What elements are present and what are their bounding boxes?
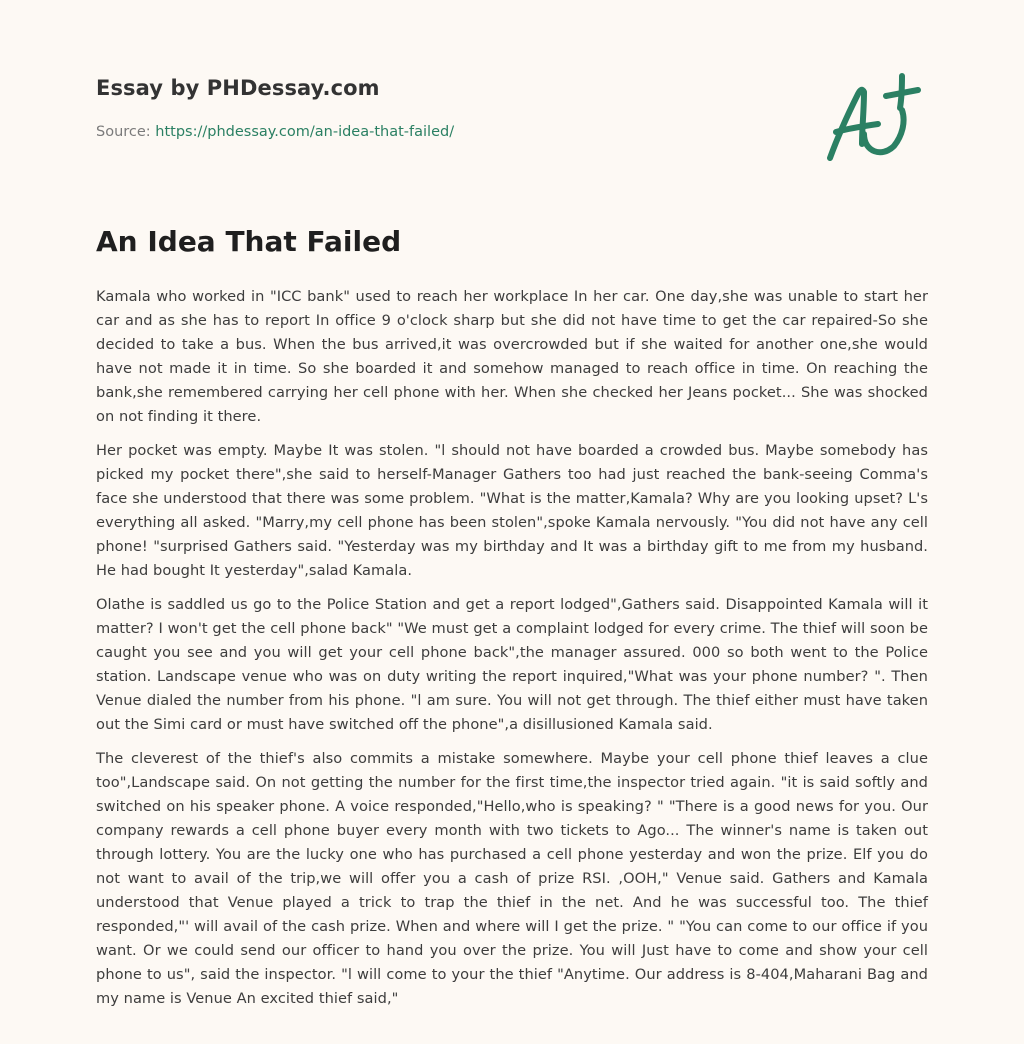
essay-paragraph: The cleverest of the thief's also commits a mistake somewhere. Maybe your cell phone thief leaves a clue too",Landscape said. On not getting the number for the first time,the inspector tried again. "it is said softly and switched on his speaker phone. A voice responded,"Hello,who is speaking? " "There is a good news for you. Our company rewards a cell phone buyer every month with two tickets to Ago... The winner's name is taken out through lottery. You are the lucky one who has purchased a cell phone yesterday and won the prize. Elf you do not want to avail of the trip,we will offer you a cash of prize RSI. ,OOH," Venue said. Gathers and Kamala understood that Venue played a trick to trap the thief in the net. And he was successful too. The thief responded,"' will avail of the cash prize. When and where will I get the prize. " "You can come to our office if you want. Or we could send our officer to hand you over the prize. You will Just have to come and show your cell phone to us", said the inspector. "l will come to your the thief "Anytime. Our address is 8-404,Maharani Bag and my name is Venue An excited thief said," xyxy=(96,750,928,1007)
essay-title: An Idea That Failed xyxy=(96,225,402,258)
essay-paragraph: Her pocket was empty. Maybe It was stolen. "l should not have boarded a crowded bus. Maybe somebody has picked my pocket there",she said to herself-Manager Gathers too had just reached the bank-seeing Comma's face she understood that there was some problem. "What is the matter,Kamala? Why are you looking upset? L's everything all asked. "Marry,my cell phone has been stolen",spoke Kamala nervously. "You did not have any cell phone! "surprised Gathers said. "Yesterday was my birthday and It was a birthday gift to me from my husband. He had bought It yesterday",salad Kamala. xyxy=(96,442,928,579)
essay-page xyxy=(96,0,928,1007)
essay-paragraph: Olathe is saddled us go to the Police Station and get a report lodged",Gathers said. Disappointed Kamala will it matter? I won't get the cell phone back" "We must get a complaint lodged for every crime. The thief will soon be caught you see and you will get your cell phone back",the manager assured. 000 so both went to the Police station. Landscape venue who was on duty writing the report inquired,"What was your phone number? ". Then Venue dialed the number from his phone. "l am sure. You will not get through. The thief either must have taken out the Simi card or must have switched off the phone",a disillusioned Kamala said. xyxy=(96,596,928,733)
source-line xyxy=(96,124,454,140)
essay-body xyxy=(96,285,928,1021)
site-title: Essay by PHDessay.com xyxy=(96,76,380,100)
source-link[interactable]: https://phdessay.com/an-idea-that-failed/ xyxy=(155,124,455,140)
source-label: Source: xyxy=(96,124,156,140)
page-header xyxy=(96,0,928,190)
essay-paragraph: Kamala who worked in "ICC bank" used to reach her workplace In her car. One day,she was unable to start her car and as she has to report In office 9 o'clock sharp but she did not have time to get the car repaired-So she decided to take a bus. When the bus arrived,it was overcrowded but if she waited for another one,she would have not made it in time. So she boarded it and somehow managed to reach office in time. On reaching the bank,she remembered carrying her cell phone with her. When she checked her Jeans pocket... She was shocked on not finding it there. xyxy=(96,288,928,425)
a-plus-grade-icon xyxy=(824,66,928,166)
